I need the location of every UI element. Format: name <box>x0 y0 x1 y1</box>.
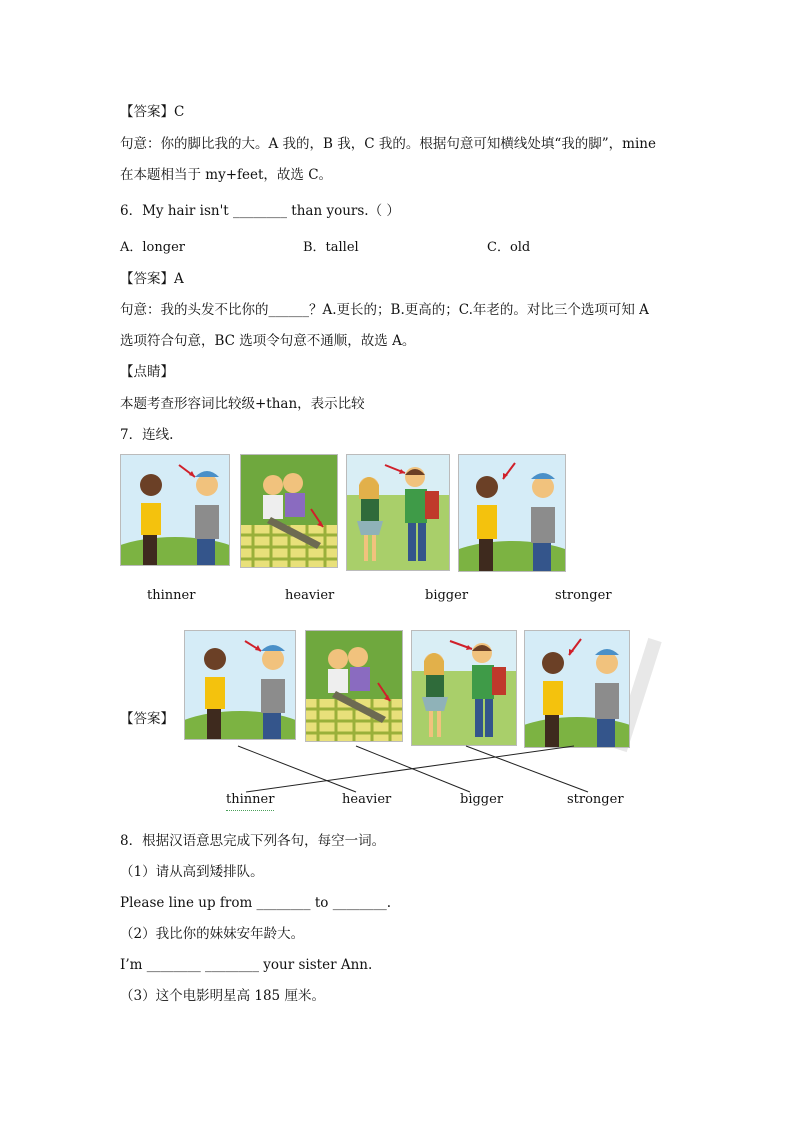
explanation-line: 选项符合句意，BC 选项令句意不通顺，故选 A。 <box>120 333 416 349</box>
explanation-line: 句意：你的脚比我的大。A 我的，B 我，C 我的。根据句意可知横线处填“我的脚”，mine <box>120 136 656 152</box>
tip-text: 本题考查形容词比较级+than，表示比较 <box>120 396 365 412</box>
label-heavier: heavier <box>285 588 335 603</box>
option-b: B．tallel <box>303 240 359 255</box>
explanation-line: 在本题相当于 my+feet，故选 C。 <box>120 167 333 183</box>
label-bigger: bigger <box>425 588 469 603</box>
q8-item-1-sentence: Please line up from ________ to ________. <box>120 895 391 911</box>
q8-item-2-sentence: I’m ________ ________ your sister Ann. <box>120 957 373 973</box>
explanation-line: 句意：我的头发不比你的______？A.更长的；B.更高的；C.年老的。对比三个选项可知 A <box>120 302 649 318</box>
question-7: 7．连线. <box>120 427 174 443</box>
q8-item-2: （2）我比你的妹妹安年龄大。 <box>120 926 305 942</box>
answer-label-bigger: bigger <box>460 792 504 807</box>
answer-label-thinner: thinner <box>226 790 274 811</box>
answer-label-7: 【答案】 <box>120 711 174 727</box>
option-a: A．longer <box>120 240 185 255</box>
tip-label: 【点睛】 <box>120 364 174 380</box>
answer-label-stronger: stronger <box>567 792 624 807</box>
answer-label-6: 【答案】A <box>120 271 184 287</box>
option-c: C．old <box>487 240 531 255</box>
q8-item-1: （1）请从高到矮排队。 <box>120 864 264 880</box>
answer-label-heavier: heavier <box>342 792 392 807</box>
q8-item-3: （3）这个电影明星高 185 厘米。 <box>120 988 325 1004</box>
label-thinner: thinner <box>147 588 196 603</box>
label-stronger: stronger <box>555 588 612 603</box>
answer-label-5: 【答案】C <box>120 104 185 120</box>
match-line-4 <box>246 746 574 792</box>
question-6: 6．My hair isn't ________ than yours.（ ） <box>120 203 400 219</box>
question-8: 8．根据汉语意思完成下列各句，每空一词。 <box>120 833 386 849</box>
